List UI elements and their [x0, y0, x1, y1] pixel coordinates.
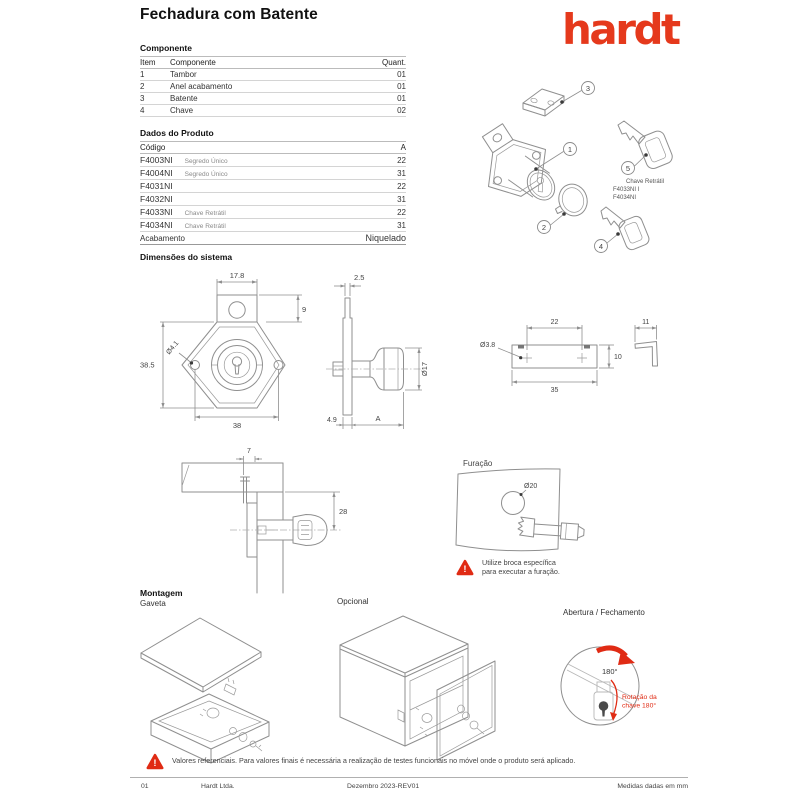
dim-11-label: 11 — [642, 319, 650, 326]
table-row — [140, 93, 406, 105]
cylinder-face — [212, 340, 263, 391]
table-row — [140, 219, 406, 232]
callout-1-label: 1 — [567, 144, 573, 154]
cell-variant: Chave Retrátil — [184, 223, 226, 230]
lock-section — [241, 477, 294, 557]
dim-38-label: 38 — [232, 421, 242, 430]
bottom-warning — [146, 753, 575, 770]
key-note-line1: Chave Retrátil — [625, 179, 665, 185]
table-row — [140, 206, 406, 219]
hole-cross-marks — [522, 353, 587, 363]
dim-height — [599, 345, 622, 368]
cell-variant — [173, 184, 185, 191]
dim-offset — [236, 448, 262, 475]
abertura-drawing — [552, 626, 712, 746]
dim-hole-dia — [520, 483, 538, 496]
batente-tab-left — [518, 345, 524, 349]
abertura-heading: Abertura / Fechamento — [563, 608, 645, 617]
key-note-line3: F4034NI — [613, 195, 637, 201]
dim-2-5-label: 2.5 — [354, 273, 365, 282]
callout-4-label: 4 — [598, 241, 604, 251]
produto-table — [140, 128, 406, 245]
bottom-warning-text: Valores referenciais. Para valores finais é necessária a realização de testes funcionais no móvel onde o produto será aplicado. — [172, 756, 576, 766]
col-qty: Quant. — [364, 57, 406, 69]
dim-width-top — [217, 271, 257, 295]
cell-item: 1 — [140, 69, 170, 81]
lock-body-sketch — [464, 112, 560, 209]
dim-28-label: 28 — [339, 507, 348, 516]
dim-width — [512, 370, 597, 394]
montagem-heading: Montagem — [140, 588, 183, 598]
rotation-note-line1: Rotação da — [622, 694, 657, 701]
front-view-drawing — [138, 261, 328, 436]
col-name: Componente — [170, 57, 364, 69]
dim-a-label: A — [375, 414, 381, 423]
page-title: Fechadura com Batente — [140, 6, 318, 23]
footer-units-note: Medidas dadas em mm — [617, 783, 688, 790]
cell-item: 4 — [140, 105, 170, 117]
furacao-warning-line1: Utilize broca específica — [482, 558, 556, 567]
batente-drawing — [478, 298, 683, 403]
l-profile-outline — [635, 342, 658, 367]
cell-qty: 01 — [364, 81, 406, 93]
table-row — [140, 154, 406, 167]
dim-35-label: 35 — [550, 387, 559, 394]
dim-leg — [635, 319, 657, 342]
dim-tab-height — [259, 295, 306, 322]
door-sketch — [437, 661, 495, 760]
dim-9-label: 9 — [302, 305, 307, 314]
table-header-row — [140, 57, 406, 69]
table-header-row — [140, 142, 406, 154]
dim-17-8-label: 17.8 — [229, 271, 245, 280]
dim-4-9-label: 4.9 — [327, 417, 337, 424]
furacao-drawing — [448, 448, 663, 558]
dim-38-5-label: 38.5 — [140, 360, 155, 370]
callout-4 — [595, 232, 620, 252]
brand-logo: hardt — [562, 5, 679, 54]
acabamento-value: Niquelado — [365, 233, 406, 243]
callout-2-label: 2 — [541, 222, 547, 232]
gaveta-drawing — [133, 608, 355, 766]
rotation-arrow — [597, 648, 635, 665]
lock-ghost-sketch — [567, 664, 634, 720]
componente-heading: Componente — [140, 43, 192, 53]
dim-22-label: 22 — [550, 319, 559, 326]
produto-heading: Dados do Produto — [140, 128, 214, 138]
cell-variant: Chave Retrátil — [184, 210, 226, 217]
keyhole — [232, 357, 241, 366]
footer-revision: Dezembro 2023-REV01 — [347, 783, 420, 790]
cell-variant: Segredo Único — [184, 171, 228, 178]
callout-3 — [560, 82, 594, 104]
dim-4-1-label: Ø4.1 — [165, 339, 181, 357]
dim-o20-label: Ø20 — [524, 483, 538, 490]
dim-o3-8-label: Ø3.8 — [480, 342, 496, 349]
table-row — [140, 81, 406, 93]
cell-qty: 01 — [364, 93, 406, 105]
col-a: A — [365, 142, 406, 154]
drill-bit-sketch — [518, 517, 585, 541]
cell-name: Batente — [170, 93, 364, 105]
footer-company: Hardt Ltda. — [201, 783, 235, 790]
lock-parts-sketch — [398, 708, 484, 736]
drawer-lid-sketch — [141, 618, 261, 695]
col-codigo: Código — [140, 142, 365, 154]
exclamation-glyph: ! — [153, 758, 157, 770]
dim-10-label: 10 — [614, 354, 622, 361]
table-row — [140, 69, 406, 81]
cell-a: 31 — [365, 167, 406, 180]
retractable-key-note — [613, 179, 664, 201]
tab-hole — [229, 302, 245, 318]
mounted-section-drawing — [170, 436, 360, 601]
furacao-warning — [456, 559, 560, 576]
ring-sketch — [555, 180, 592, 219]
callout-5-label: 5 — [625, 163, 631, 173]
cell-a: 22 — [365, 180, 406, 193]
cell-codigo: F4003NI — [140, 155, 173, 165]
dimensoes-heading: Dimensões do sistema — [140, 252, 233, 262]
warning-triangle-icon — [456, 559, 474, 576]
cell-codigo: F4034NI — [140, 220, 173, 230]
exploded-view-drawing — [465, 76, 700, 258]
key-note-line2: F4033NI I — [613, 187, 640, 193]
table-row — [140, 167, 406, 180]
footer-page-number: 01 — [141, 783, 149, 790]
cell-a: 22 — [365, 154, 406, 167]
dim-hole-dia — [165, 340, 193, 365]
componente-table — [140, 43, 406, 117]
cell-name: Tambor — [170, 69, 364, 81]
dim-7-label: 7 — [247, 448, 251, 455]
table-row — [140, 193, 406, 206]
cell-a: 31 — [365, 193, 406, 206]
cell-a: 31 — [365, 219, 406, 232]
cabinet-sketch — [340, 616, 468, 746]
angle-label: 180° — [602, 667, 618, 676]
rotation-note-line2: chave 180° — [622, 702, 657, 710]
callout-2 — [538, 212, 566, 233]
furacao-heading: Furação — [463, 459, 493, 468]
cell-a: 22 — [365, 206, 406, 219]
key-sketch — [598, 207, 651, 251]
cell-item: 3 — [140, 93, 170, 105]
dim-thickness — [334, 273, 364, 296]
furacao-warning-line2: para executar a furação. — [482, 566, 560, 576]
panel-section — [182, 463, 283, 593]
footer-divider — [130, 777, 688, 778]
dim-width-bottom — [195, 370, 279, 430]
plate-profile — [343, 298, 352, 415]
callout-3-label: 3 — [585, 83, 591, 93]
cell-qty: 01 — [364, 69, 406, 81]
acabamento-row — [140, 232, 406, 245]
cell-codigo: F4004NI — [140, 168, 173, 178]
cell-codigo: F4031NI — [140, 181, 173, 191]
cell-name: Anel acabamento — [170, 81, 364, 93]
dim-height — [140, 322, 214, 408]
cell-item: 2 — [140, 81, 170, 93]
exclamation-glyph: ! — [463, 564, 467, 576]
cell-codigo: F4032NI — [140, 194, 173, 204]
side-view-drawing — [318, 261, 463, 436]
panel-sketch — [456, 469, 560, 551]
dim-depth — [285, 492, 347, 530]
batente-tab-right — [584, 345, 590, 349]
acabamento-label: Acabamento — [140, 232, 365, 245]
cell-variant — [173, 197, 185, 204]
warning-triangle-icon — [146, 753, 164, 770]
batente-bracket-sketch — [523, 89, 564, 116]
table-row — [140, 105, 406, 117]
opcional-drawing — [328, 610, 553, 762]
dim-bottom — [327, 392, 404, 429]
cell-codigo: F4033NI — [140, 207, 173, 217]
cell-qty: 02 — [364, 105, 406, 117]
dim-o17-label: Ø17 — [420, 361, 429, 377]
cell-name: Chave — [170, 105, 364, 117]
cell-variant: Segredo Único — [184, 158, 228, 165]
opcional-label: Opcional — [337, 597, 369, 606]
gaveta-label: Gaveta — [140, 599, 166, 608]
col-item: Item — [140, 57, 170, 69]
table-row — [140, 180, 406, 193]
